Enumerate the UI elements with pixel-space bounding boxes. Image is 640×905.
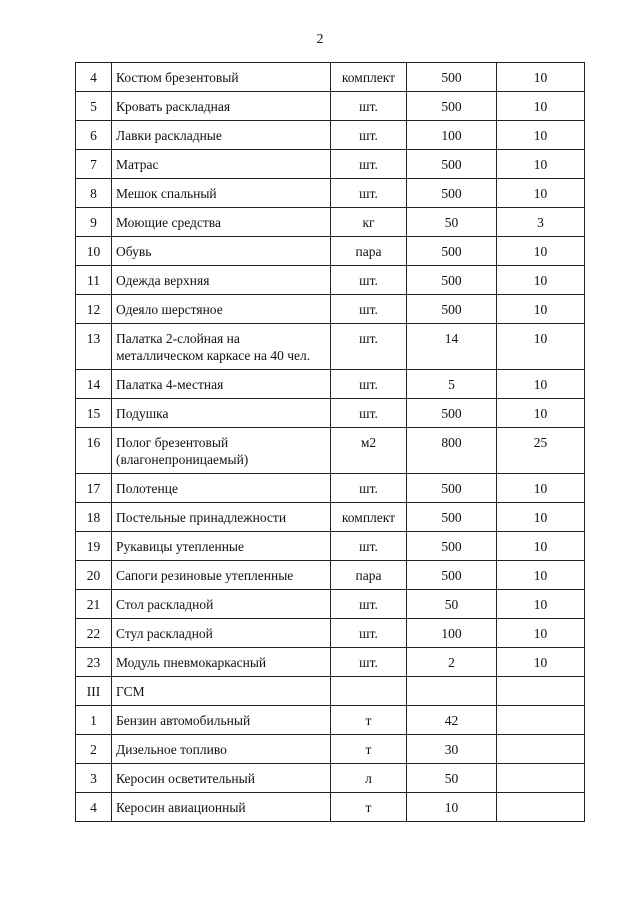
quantity-cell: 500	[407, 474, 497, 503]
item-name-cell: Моющие средства	[112, 208, 331, 237]
reserve-cell: 10	[497, 590, 585, 619]
table-row	[76, 561, 585, 590]
page-number: 2	[316, 32, 324, 47]
row-number-cell: 22	[76, 619, 112, 648]
row-number-cell: 10	[76, 237, 112, 266]
table-row	[76, 619, 585, 648]
unit-cell: шт.	[331, 324, 407, 370]
unit-cell: кг	[331, 208, 407, 237]
unit-cell: м2	[331, 428, 407, 474]
unit-cell: т	[331, 735, 407, 764]
reserve-cell: 10	[497, 179, 585, 208]
quantity-cell: 500	[407, 92, 497, 121]
row-number-cell: 20	[76, 561, 112, 590]
quantity-cell: 42	[407, 706, 497, 735]
row-number-cell: 9	[76, 208, 112, 237]
reserve-cell: 25	[497, 428, 585, 474]
row-number-cell: 18	[76, 503, 112, 532]
row-number-cell: 23	[76, 648, 112, 677]
item-name-cell: Керосин авиационный	[112, 793, 331, 822]
reserve-cell: 3	[497, 208, 585, 237]
quantity-cell: 500	[407, 266, 497, 295]
row-number-cell: 4	[76, 793, 112, 822]
reserve-cell: 10	[497, 399, 585, 428]
unit-cell: шт.	[331, 121, 407, 150]
quantity-cell: 500	[407, 63, 497, 92]
table-row	[76, 590, 585, 619]
unit-cell: шт.	[331, 266, 407, 295]
quantity-cell: 500	[407, 503, 497, 532]
item-name-cell: Палатка 2-слойная на металлическом каркасе на 40 чел.	[112, 324, 331, 370]
row-number-cell: 4	[76, 63, 112, 92]
row-number-cell: 1	[76, 706, 112, 735]
reserve-cell: 10	[497, 295, 585, 324]
item-name-cell: Стол раскладной	[112, 590, 331, 619]
table-row	[76, 295, 585, 324]
item-name-cell: Полотенце	[112, 474, 331, 503]
item-name-cell: Костюм брезентовый	[112, 63, 331, 92]
table-row	[76, 793, 585, 822]
row-number-cell: 6	[76, 121, 112, 150]
table-row	[76, 503, 585, 532]
reserve-cell: 10	[497, 92, 585, 121]
table-row	[76, 532, 585, 561]
unit-cell: шт.	[331, 399, 407, 428]
unit-cell: шт.	[331, 532, 407, 561]
reserve-cell: 10	[497, 474, 585, 503]
item-name-cell: Сапоги резиновые утепленные	[112, 561, 331, 590]
quantity-cell: 14	[407, 324, 497, 370]
item-name-cell: Матрас	[112, 150, 331, 179]
quantity-cell	[407, 677, 497, 706]
quantity-cell: 50	[407, 590, 497, 619]
reserve-cell: 10	[497, 532, 585, 561]
row-number-cell: 17	[76, 474, 112, 503]
row-number-cell: 7	[76, 150, 112, 179]
item-name-cell: Лавки раскладные	[112, 121, 331, 150]
item-name-cell: Подушка	[112, 399, 331, 428]
unit-cell: т	[331, 706, 407, 735]
table-row	[76, 474, 585, 503]
quantity-cell: 800	[407, 428, 497, 474]
item-name-cell: Керосин осветительный	[112, 764, 331, 793]
table-row	[76, 735, 585, 764]
quantity-cell: 500	[407, 399, 497, 428]
reserve-cell	[497, 677, 585, 706]
item-name-cell: Одеяло шерстяное	[112, 295, 331, 324]
unit-cell: шт.	[331, 179, 407, 208]
table-row	[76, 150, 585, 179]
unit-cell: шт.	[331, 474, 407, 503]
table-row	[76, 370, 585, 399]
quantity-cell: 2	[407, 648, 497, 677]
reserve-cell: 10	[497, 324, 585, 370]
unit-cell: пара	[331, 237, 407, 266]
item-name-cell: Палатка 4-местная	[112, 370, 331, 399]
table-row	[76, 121, 585, 150]
reserve-cell	[497, 735, 585, 764]
reserve-cell: 10	[497, 150, 585, 179]
row-number-cell: 15	[76, 399, 112, 428]
reserve-cell: 10	[497, 266, 585, 295]
reserve-cell: 10	[497, 503, 585, 532]
quantity-cell: 500	[407, 179, 497, 208]
quantity-cell: 500	[407, 295, 497, 324]
quantity-cell: 30	[407, 735, 497, 764]
table-row	[76, 706, 585, 735]
reserve-cell	[497, 793, 585, 822]
row-number-cell: 12	[76, 295, 112, 324]
row-number-cell: III	[76, 677, 112, 706]
item-name-cell: Обувь	[112, 237, 331, 266]
item-name-cell: Модуль пневмокаркасный	[112, 648, 331, 677]
unit-cell: шт.	[331, 370, 407, 399]
table-body	[76, 63, 585, 822]
row-number-cell: 5	[76, 92, 112, 121]
quantity-cell: 10	[407, 793, 497, 822]
quantity-cell: 500	[407, 237, 497, 266]
inventory-table	[75, 62, 585, 822]
reserve-cell: 10	[497, 121, 585, 150]
row-number-cell: 19	[76, 532, 112, 561]
unit-cell: шт.	[331, 150, 407, 179]
table-row	[76, 92, 585, 121]
reserve-cell: 10	[497, 619, 585, 648]
reserve-cell: 10	[497, 237, 585, 266]
unit-cell: шт.	[331, 295, 407, 324]
item-name-cell: Полог брезентовый (влагонепроницаемый)	[112, 428, 331, 474]
unit-cell: комплект	[331, 63, 407, 92]
unit-cell: комплект	[331, 503, 407, 532]
row-number-cell: 3	[76, 764, 112, 793]
item-name-cell: Одежда верхняя	[112, 266, 331, 295]
item-name-cell: Стул раскладной	[112, 619, 331, 648]
quantity-cell: 100	[407, 121, 497, 150]
table-row	[76, 179, 585, 208]
unit-cell: шт.	[331, 619, 407, 648]
row-number-cell: 8	[76, 179, 112, 208]
table-row	[76, 648, 585, 677]
item-name-cell: Бензин автомобильный	[112, 706, 331, 735]
table-row	[76, 208, 585, 237]
table-row	[76, 677, 585, 706]
unit-cell: л	[331, 764, 407, 793]
quantity-cell: 5	[407, 370, 497, 399]
table-row	[76, 764, 585, 793]
reserve-cell	[497, 706, 585, 735]
table-row	[76, 237, 585, 266]
row-number-cell: 2	[76, 735, 112, 764]
item-name-cell: Дизельное топливо	[112, 735, 331, 764]
unit-cell	[331, 677, 407, 706]
quantity-cell: 500	[407, 150, 497, 179]
reserve-cell: 10	[497, 648, 585, 677]
item-name-cell: Рукавицы утепленные	[112, 532, 331, 561]
row-number-cell: 11	[76, 266, 112, 295]
quantity-cell: 50	[407, 764, 497, 793]
item-name-cell: ГСМ	[112, 677, 331, 706]
reserve-cell: 10	[497, 561, 585, 590]
unit-cell: шт.	[331, 92, 407, 121]
quantity-cell: 500	[407, 561, 497, 590]
reserve-cell	[497, 764, 585, 793]
table-row	[76, 324, 585, 370]
quantity-cell: 100	[407, 619, 497, 648]
item-name-cell: Кровать раскладная	[112, 92, 331, 121]
table-row	[76, 63, 585, 92]
unit-cell: т	[331, 793, 407, 822]
quantity-cell: 500	[407, 532, 497, 561]
row-number-cell: 16	[76, 428, 112, 474]
item-name-cell: Мешок спальный	[112, 179, 331, 208]
reserve-cell: 10	[497, 370, 585, 399]
unit-cell: шт.	[331, 648, 407, 677]
table-row	[76, 266, 585, 295]
table-row	[76, 428, 585, 474]
quantity-cell: 50	[407, 208, 497, 237]
table-row	[76, 399, 585, 428]
unit-cell: шт.	[331, 590, 407, 619]
row-number-cell: 21	[76, 590, 112, 619]
row-number-cell: 13	[76, 324, 112, 370]
item-name-cell: Постельные принадлежности	[112, 503, 331, 532]
reserve-cell: 10	[497, 63, 585, 92]
unit-cell: пара	[331, 561, 407, 590]
row-number-cell: 14	[76, 370, 112, 399]
